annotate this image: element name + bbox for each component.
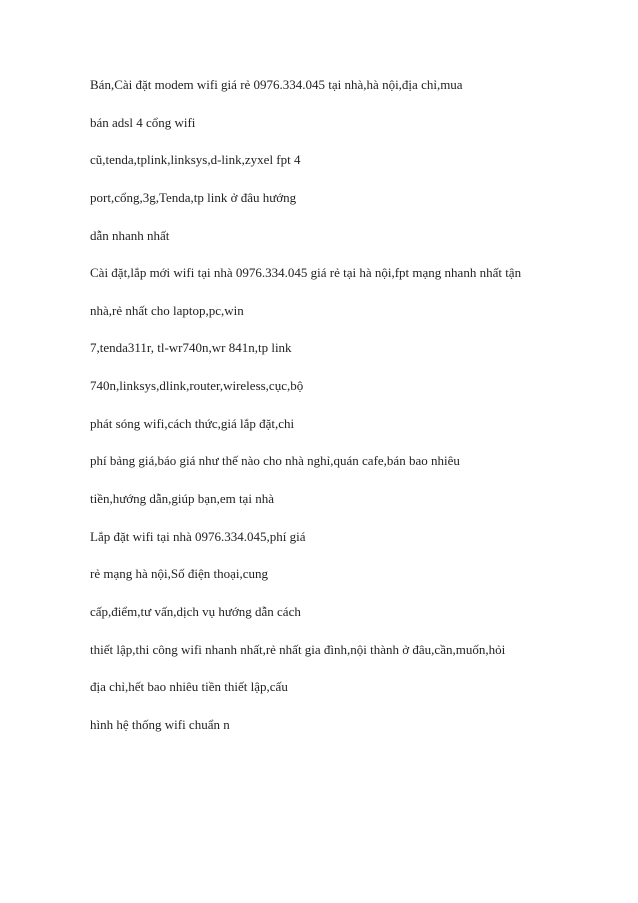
text-line: 7,tenda311r, tl-wr740n,wr 841n,tp link [90, 340, 292, 356]
text-line: bán adsl 4 cổng wifi [90, 114, 196, 130]
text-line: tiền,hướng dẫn,giúp bạn,em tại nhà [90, 491, 274, 507]
text-line: cũ,tenda,tplink,linksys,d-link,zyxel fpt 4 [90, 152, 301, 168]
text-line: Lắp đặt wifi tại nhà 0976.334.045,phí giá [90, 528, 306, 544]
text-line: cấp,điểm,tư vấn,dịch vụ hướng dẫn cách [90, 603, 301, 619]
text-line: địa chỉ,hết bao nhiêu tiền thiết lập,cấu [90, 679, 288, 695]
text-line: hình hệ thống wifi chuẩn n [90, 716, 230, 732]
text-line: Bán,Cài đặt modem wifi giá rẻ 0976.334.045 tại nhà,hà nội,địa chỉ,mua [90, 77, 463, 92]
text-line: Cài đặt,lắp mới wifi tại nhà 0976.334.045 giá rẻ tại hà nội,fpt mạng nhanh nhất tận [90, 265, 522, 281]
text-line: dẫn nhanh nhất [90, 227, 170, 243]
text-line: phát sóng wifi,cách thức,giá lắp đặt,chi [90, 415, 295, 431]
text-line: port,cổng,3g,Tenda,tp link ở đâu hướng [90, 189, 297, 205]
text-line: rẻ mạng hà nội,Số điện thoại,cung [90, 566, 268, 582]
text-line: 740n,linksys,dlink,router,wireless,cục,bộ [90, 378, 304, 394]
text-line: thiết lập,thi công wifi nhanh nhất,rẻ nhất gia đình,nội thành ở đâu,cần,muốn,hỏi [90, 641, 506, 657]
text-line: nhà,rẻ nhất cho laptop,pc,win [90, 302, 244, 318]
document-text-body [90, 77, 610, 755]
text-line: phí bảng giá,báo giá như thế nào cho nhà nghỉ,quán cafe,bán bao nhiêu [90, 453, 460, 469]
